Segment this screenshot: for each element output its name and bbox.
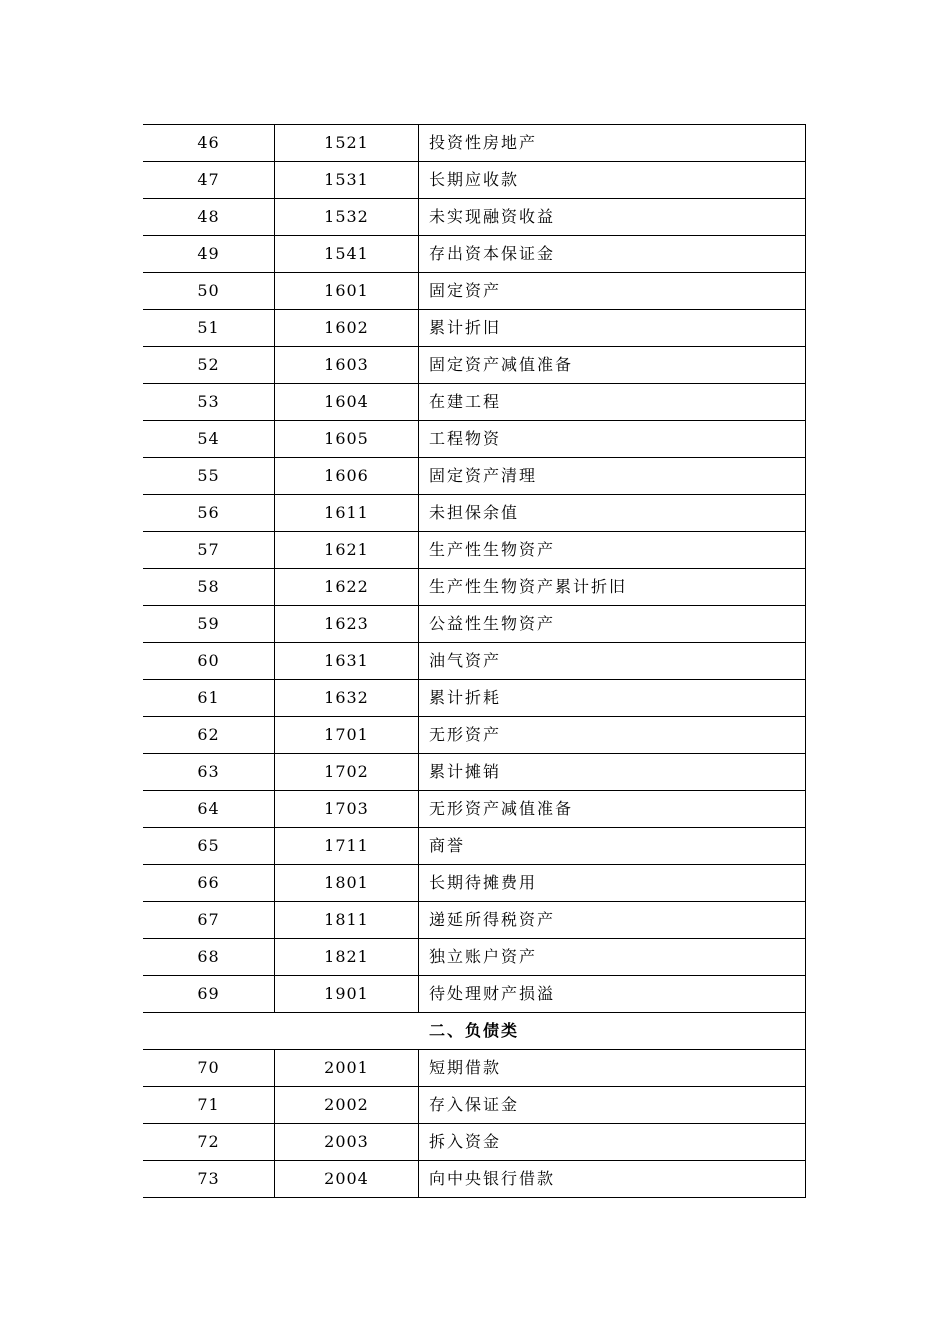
row-name: 公益性生物资产	[419, 606, 806, 643]
row-code: 1701	[275, 717, 419, 754]
row-name: 无形资产	[419, 717, 806, 754]
row-seq: 70	[143, 1050, 275, 1087]
row-name: 生产性生物资产	[419, 532, 806, 569]
row-code: 1531	[275, 162, 419, 199]
row-seq: 64	[143, 791, 275, 828]
row-code: 1622	[275, 569, 419, 606]
row-seq: 55	[143, 458, 275, 495]
table-row	[143, 791, 806, 828]
row-code: 1631	[275, 643, 419, 680]
row-code: 1602	[275, 310, 419, 347]
section-title: 二、负债类	[143, 1013, 806, 1050]
table-row	[143, 865, 806, 902]
table-row	[143, 162, 806, 199]
row-name: 累计折旧	[419, 310, 806, 347]
row-seq: 52	[143, 347, 275, 384]
row-code: 1603	[275, 347, 419, 384]
table-row	[143, 828, 806, 865]
table-row	[143, 347, 806, 384]
row-name: 投资性房地产	[419, 125, 806, 162]
row-code: 2004	[275, 1161, 419, 1198]
table-row	[143, 273, 806, 310]
row-seq: 68	[143, 939, 275, 976]
row-code: 1711	[275, 828, 419, 865]
table-row	[143, 458, 806, 495]
row-name: 累计摊销	[419, 754, 806, 791]
row-seq: 59	[143, 606, 275, 643]
row-seq: 73	[143, 1161, 275, 1198]
row-seq: 62	[143, 717, 275, 754]
table-row	[143, 125, 806, 162]
table-row	[143, 421, 806, 458]
accounts-table-container	[143, 124, 806, 1198]
row-name: 在建工程	[419, 384, 806, 421]
table-row	[143, 643, 806, 680]
table-row	[143, 532, 806, 569]
row-seq: 58	[143, 569, 275, 606]
row-name: 无形资产减值准备	[419, 791, 806, 828]
row-code: 1623	[275, 606, 419, 643]
row-seq: 65	[143, 828, 275, 865]
table-row	[143, 199, 806, 236]
accounts-table	[143, 124, 806, 1198]
row-name: 工程物资	[419, 421, 806, 458]
row-name: 向中央银行借款	[419, 1161, 806, 1198]
row-code: 2003	[275, 1124, 419, 1161]
row-seq: 67	[143, 902, 275, 939]
row-seq: 72	[143, 1124, 275, 1161]
row-name: 未担保余值	[419, 495, 806, 532]
row-name: 生产性生物资产累计折旧	[419, 569, 806, 606]
row-seq: 66	[143, 865, 275, 902]
row-seq: 63	[143, 754, 275, 791]
row-code: 1703	[275, 791, 419, 828]
row-code: 1601	[275, 273, 419, 310]
row-code: 1604	[275, 384, 419, 421]
table-row	[143, 606, 806, 643]
row-name: 商誉	[419, 828, 806, 865]
row-code: 1821	[275, 939, 419, 976]
row-seq: 51	[143, 310, 275, 347]
table-row	[143, 569, 806, 606]
table-row	[143, 1050, 806, 1087]
row-name: 固定资产清理	[419, 458, 806, 495]
table-row	[143, 384, 806, 421]
row-code: 1621	[275, 532, 419, 569]
row-name: 未实现融资收益	[419, 199, 806, 236]
row-seq: 69	[143, 976, 275, 1013]
row-seq: 71	[143, 1087, 275, 1124]
row-name: 独立账户资产	[419, 939, 806, 976]
row-name: 长期应收款	[419, 162, 806, 199]
row-seq: 46	[143, 125, 275, 162]
row-name: 存出资本保证金	[419, 236, 806, 273]
row-name: 固定资产减值准备	[419, 347, 806, 384]
row-code: 1606	[275, 458, 419, 495]
row-seq: 57	[143, 532, 275, 569]
row-name: 存入保证金	[419, 1087, 806, 1124]
row-seq: 54	[143, 421, 275, 458]
table-row	[143, 902, 806, 939]
row-seq: 48	[143, 199, 275, 236]
row-seq: 49	[143, 236, 275, 273]
table-row	[143, 717, 806, 754]
table-row	[143, 976, 806, 1013]
row-code: 1521	[275, 125, 419, 162]
row-name: 短期借款	[419, 1050, 806, 1087]
row-name: 油气资产	[419, 643, 806, 680]
row-name: 递延所得税资产	[419, 902, 806, 939]
table-row	[143, 680, 806, 717]
table-row	[143, 310, 806, 347]
row-code: 1901	[275, 976, 419, 1013]
row-code: 2002	[275, 1087, 419, 1124]
row-name: 固定资产	[419, 273, 806, 310]
row-code: 1611	[275, 495, 419, 532]
row-code: 1801	[275, 865, 419, 902]
row-code: 1532	[275, 199, 419, 236]
table-row	[143, 754, 806, 791]
row-seq: 61	[143, 680, 275, 717]
row-code: 1541	[275, 236, 419, 273]
accounts-table-body	[143, 125, 806, 1198]
row-name: 累计折耗	[419, 680, 806, 717]
table-row	[143, 1087, 806, 1124]
row-name: 长期待摊费用	[419, 865, 806, 902]
row-code: 1702	[275, 754, 419, 791]
table-row	[143, 1124, 806, 1161]
table-row	[143, 1161, 806, 1198]
row-name: 拆入资金	[419, 1124, 806, 1161]
row-code: 2001	[275, 1050, 419, 1087]
table-row	[143, 495, 806, 532]
row-code: 1811	[275, 902, 419, 939]
row-seq: 53	[143, 384, 275, 421]
row-seq: 60	[143, 643, 275, 680]
row-seq: 56	[143, 495, 275, 532]
row-seq: 47	[143, 162, 275, 199]
row-seq: 50	[143, 273, 275, 310]
row-name: 待处理财产损溢	[419, 976, 806, 1013]
table-row	[143, 939, 806, 976]
row-code: 1605	[275, 421, 419, 458]
row-code: 1632	[275, 680, 419, 717]
section-row	[143, 1013, 806, 1050]
table-row	[143, 236, 806, 273]
